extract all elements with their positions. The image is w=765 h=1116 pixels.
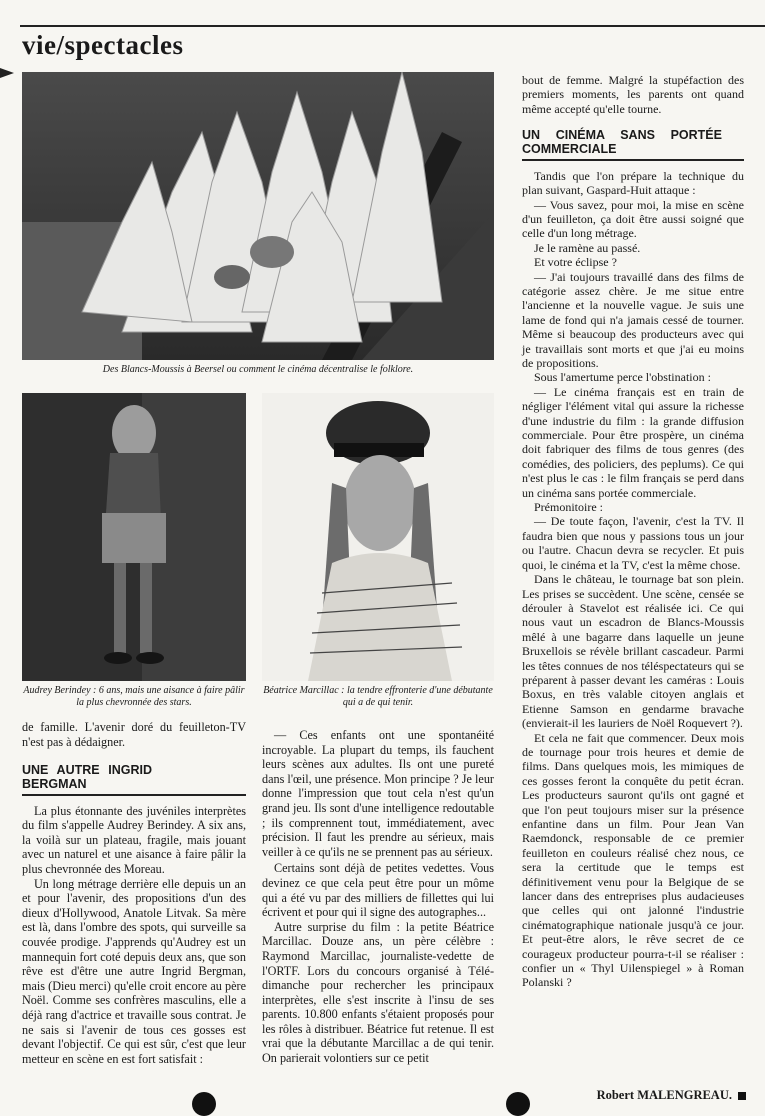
column-3-paragraph: — De toute façon, l'avenir, c'est la TV. Il faudra bien que nous y passions tous un jour ou l'autre. Chacun devra se recycler. Et puis quoi, le cinéma et la TV, c'est la même chose. <box>522 514 744 572</box>
caption-beatrice-marcillac: Béatrice Marcillac : la tendre effronterie d'une débutante qui a de qui tenir. <box>263 685 493 708</box>
column-3-paragraph: Tandis que l'on prépare la technique du plan suivant, Gaspard-Huit attaque : <box>522 168 744 198</box>
column-1-paragraph: Un long métrage derrière elle depuis un an et pour l'avenir, des propositions d'un des dieux d'Hollywood, Anatole Litvak. Sa mère est là, dans l'ombre des spots, qui surveille sa couvée prodige. J'apprends qu'Audrey est un mannequin fort coté depuis deux ans, que son rêve est d'être une autre Ingrid Bergman, mais (Dieu merci) qu'elle croit encore au père Noël. Comme ses confrères masculins, elle a déjà rang d'actrice et travaille sous contrat. Je ne sais si l'avenir de tous ces gosses est devant l'objectif. Ce qui est sûr, c'est que leur metteur en scène en est fort satisfait : <box>22 876 246 1066</box>
heading-une-autre-ingrid-bergman: UNE AUTRE INGRID BERGMAN <box>22 763 152 792</box>
photo-beatrice-marcillac <box>262 393 494 681</box>
photo-beatrice-image <box>262 393 494 681</box>
heading-un-cinema-sans-portee-commerciale: UN CINÉMA SANS PORTÉE COMMERCIALE <box>522 128 722 157</box>
column-3-paragraph: — J'ai toujours travaillé dans des films de catégorie assez chère. Je me situe entre l'ancienne et la nouvelle vague. Je suis une lame de fond qui n'a jamais cessé de tourner. Même si beaucoup des producteurs avec qui je travaillais sont morts et que j'ai eu moins de propositions. <box>522 269 744 370</box>
end-mark-icon <box>738 1092 746 1100</box>
photo-blancs-moussis-image <box>22 72 494 360</box>
column-3-paragraph: Et cela ne fait que commencer. Deux mois de tournage pour trois heures et demie de films. Dans quelques mois, les mimiques de ces gosses feront la conquête du petit écran. Les producteurs sauront qu'ils ont gagné et que l'on peut toujours miser sur la présence enfantine dans un film. Pour Jean Van Raemdonck, responsable de ce premier feuilleton en couleurs réalisé chez nous, ce sera la certitude que le temps est définitivement venu pour la Belgique de se lancer dans des entreprises plus audacieuses que celles qui ont jalonné l'industrie cinématographique nationale jusqu'à ce jour. Et peut-être alors, le rêve secret de ce courageux producteur pourra-t-il se réaliser : confier un « Thyl Uilenspiegel » à Roman Polanski ? <box>522 730 744 990</box>
byline <box>540 1088 746 1103</box>
column-3-paragraph: Prémonitoire : <box>534 500 603 515</box>
column-3-intro: bout de femme. Malgré la stupéfaction des premiers moments, les parents ont quand même accepté qu'elle tourne. <box>522 73 744 116</box>
binder-hole-icon <box>192 1092 216 1116</box>
page-marker-arrow-icon <box>0 68 14 78</box>
heading-rule <box>22 794 246 796</box>
column-1 <box>22 720 246 1066</box>
column-2-paragraph: Certains sont déjà de petites vedettes. Vous devinez ce que cela peut être pour un môme qui a été vu par des milliers de fillettes qui lui écrivent et pour qui il signe des autographes... <box>262 861 494 920</box>
column-3-paragraph: Sous l'amertume perce l'obstination : <box>534 370 711 385</box>
section-title: vie/spectacles <box>22 30 184 60</box>
binder-hole-icon <box>506 1092 530 1116</box>
column-2-paragraph: Autre surprise du film : la petite Béatrice Marcillac. Douze ans, un père célèbre : Raymond Marcillac, journaliste-vedette de l'ORTF. Lors du concours organisé à Télé-dimanche pour rechercher les principaux interprètes, elle s'est inscrite à l'insu de ses parents. 10.800 enfants s'étaient proposés pour les rôles à distribuer. Béatrice fut retenue. Il est vrai que la débutante Marcillac a de qui tenir. On parierait volontiers sur ce petit <box>262 919 494 1066</box>
heading-rule <box>522 159 744 161</box>
author-signature: Robert MALENGREAU. <box>596 1088 732 1102</box>
column-2-paragraph: — Ces enfants ont une spontanéité incroyable. La plupart du temps, ils fauchent leurs scènes aux adultes. Ils ont une pureté dans l'œil, une présence. Mon principe ? Je leur donne l'impression que tout cela n'est qu'un grand jeu. Ils sont d'une intelligence redoutable ; ils comprennent tout, immédiatement, avec précision. Il faut les prendre au sérieux, mais veiller à ce qu'ils ne se prennent pas au sérieux. <box>262 728 494 859</box>
caption-audrey-berindey: Audrey Berindey : 6 ans, mais une aisance à faire pâlir la plus chevronnée des stars. <box>23 685 245 708</box>
column-1-paragraph: La plus étonnante des juvéniles interprètes du film s'appelle Audrey Berindey. A six ans, la voilà sur un plateau, fragile, mais jouant avec un naturel et une aisance à faire pâlir la plus chevronnée des Moreau. <box>22 803 246 877</box>
caption-blancs-moussis: Des Blancs-Moussis à Beersel ou comment le cinéma décentralise le folklore. <box>102 364 414 375</box>
column-3-paragraph: Dans le château, le tournage bat son plein. Les prises se succèdent. Une scène, censée se dérouler à Stavelot est réalisée ici. Ce qui nous vaut un escadron de Blancs-Moussis mêlé à une bagarre dans laquelle un jeune Bruxellois se révèle brillant cascadeur. Parmi les têtes connues de nos téléspectateurs qui se préparent à passer devant les caméras : Louis Boxus, en très valable citoyen anglais et Etienne Samson en gendarme bravache (envierait-il les lauriers de Noël Roquevert ?). <box>522 572 744 731</box>
column-3-paragraph: Je le ramène au passé. <box>534 240 641 255</box>
column-3 <box>522 73 744 990</box>
photo-blancs-moussis <box>22 72 494 360</box>
column-1-intro: de famille. L'avenir doré du feuilleton-TV n'est pas à dédaigner. <box>22 720 246 749</box>
photo-audrey-image <box>22 393 246 681</box>
column-3-paragraph: Et votre éclipse ? <box>534 255 617 270</box>
photo-audrey-berindey <box>22 393 246 681</box>
column-3-paragraph: — Le cinéma français est en train de négliger l'élément vital qui assure la richesse d'une industrie du film : la grande diffusion commerciale. Pour être prospère, un cinéma doit fabriquer des films de tous genres (des comédies, des policiers, des peplums). Ce qui n'est plus le cas : le film français se perd dans un cinéma sans portée commerciale. <box>522 384 744 500</box>
top-rule <box>20 25 765 27</box>
column-3-paragraph: — Vous savez, pour moi, la mise en scène d'un feuilleton, ça doit être aussi soigné que celle d'un long métrage. <box>522 197 744 241</box>
column-2 <box>262 728 494 1066</box>
